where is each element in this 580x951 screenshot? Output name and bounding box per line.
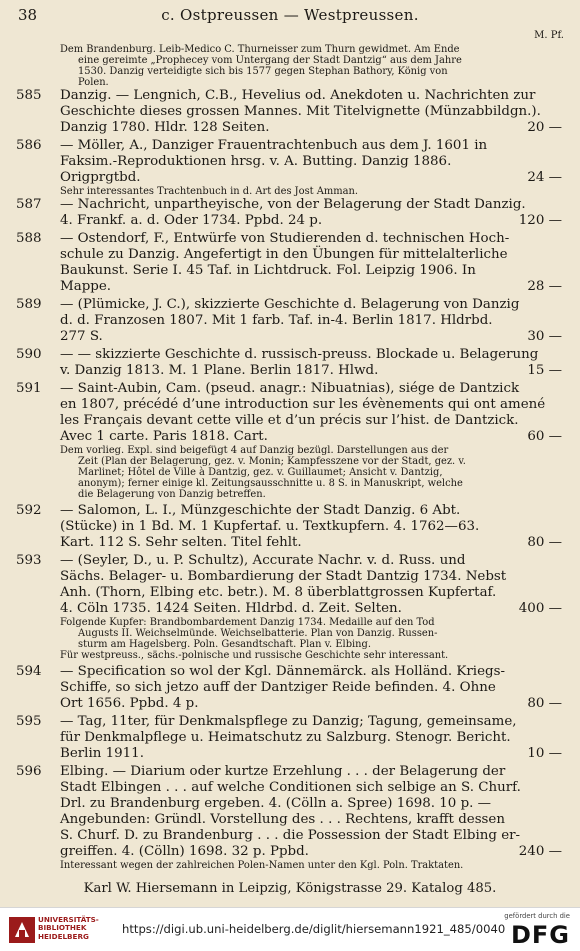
entry-line: greiffen. 4. (Cölln) 1698. 32 p. Ppbd.: [60, 844, 309, 859]
entry-line: — Saint-Aubin, Cam. (pseud. anagr.: Nibuatnias), siége de Dantzick: [60, 381, 520, 396]
entry-line: — Nachricht, unpartheyische, von der Belagerung der Stadt Danzig.: [60, 197, 526, 212]
price: 80 —: [527, 696, 562, 711]
annotation-line: die Belagerung von Danzig betreffen.: [78, 489, 266, 500]
lot-number: 588: [16, 231, 42, 246]
entry-line: 4. Frankf. a. d. Oder 1734. Ppbd. 24 p.: [60, 213, 323, 228]
annotation-line: Polen.: [78, 77, 109, 88]
annotation-line: 1530. Danzig verteidigte sich bis 1577 gegen Stephan Bathory, König von: [78, 66, 448, 77]
entry-line: — Tag, 11ter, für Denkmalspflege zu Danzig; Tagung, gemeinsame,: [60, 714, 517, 729]
entry-line: Drl. zu Brandenburg ergeben. 4. (Cölln a. Spree) 1698. 10 p. —: [60, 796, 492, 811]
library-name: UNIVERSITÄTS- BIBLIOTHEK HEIDELBERG: [38, 915, 99, 941]
entry-line: Elbing. — Diarium oder kurtze Erzehlung . . . der Belagerung der: [60, 764, 506, 779]
entry-line: Sächs. Belager- u. Bombardierung der Stadt Dantzig 1734. Nebst: [60, 569, 507, 584]
entry-line: Avec 1 carte. Paris 1818. Cart.: [60, 429, 268, 444]
entry-line: — Ostendorf, F., Entwürfe von Studierenden d. technischen Hoch-: [60, 231, 510, 246]
entry-line: 4. Cöln 1735. 1424 Seiten. Hldrbd. d. Zeit. Selten.: [60, 601, 402, 616]
entry-line: 277 S.: [60, 329, 103, 344]
entry-line: — (Seyler, D., u. P. Schultz), Accurate Nachr. v. d. Russ. und: [60, 553, 466, 568]
price: 10 —: [527, 746, 562, 761]
entry-line: Ort 1656. Ppbd. 4 p.: [60, 696, 199, 711]
entry-line: Schiffe, so sich jetzo auff der Dantziger Reide befinden. 4. Ohne: [60, 680, 496, 695]
page-header: [18, 6, 562, 28]
price: 15 —: [527, 363, 562, 378]
entry-line: v. Danzig 1813. M. 1 Plane. Berlin 1817. Hlwd.: [60, 363, 379, 378]
page-title: c. Ostpreussen — Westpreussen.: [161, 6, 419, 24]
university-seal-icon: [8, 916, 36, 944]
entry-line: Danzig. — Lengnich, C.B., Hevelius od. Anekdoten u. Nachrichten zur: [60, 88, 536, 103]
entry-line: Stadt Elbingen . . . auf welche Conditionen sich selbige an S. Churf.: [60, 780, 521, 795]
lot-number: 589: [16, 297, 42, 312]
lot-number: 590: [16, 347, 42, 362]
annotation-line: Folgende Kupfer: Brandbombardement Danzig 1734. Medaille auf den Tod: [60, 617, 435, 628]
entry-line: Berlin 1911.: [60, 746, 144, 761]
publisher-footer: Karl W. Hiersemann in Leipzig, Königstrasse 29. Katalog 485.: [83, 881, 497, 896]
price: 400 —: [518, 601, 562, 616]
lot-number: 591: [16, 381, 42, 396]
dfg-logo: DFG: [510, 921, 570, 949]
entry-line: Origprgtbd.: [60, 170, 141, 185]
lot-number: 586: [16, 138, 42, 153]
lot-number: 587: [16, 197, 42, 212]
price: 240 —: [518, 844, 562, 859]
currency-column-label: M. Pf.: [534, 30, 564, 41]
lot-number: 585: [16, 88, 42, 103]
annotation-line: Augusts II. Weichselmünde. Weichselbatterie. Plan von Danzig. Russen-: [78, 628, 438, 639]
price: 60 —: [527, 429, 562, 444]
entry-line: (Stücke) in 1 Bd. M. 1 Kupfertaf. u. Textkupfern. 4. 1762—63.: [60, 519, 480, 534]
entry-line: Angebunden: Gründl. Vorstellung des . . . Rechtens, krafft dessen: [60, 812, 505, 827]
entry-line: — (Plümicke, J. C.), skizzierte Geschichte d. Belagerung von Danzig: [60, 297, 520, 312]
price: 24 —: [527, 170, 562, 185]
entry-line: Danzig 1780. Hldr. 128 Seiten.: [60, 120, 270, 135]
funded-by-label: gefördert durch die: [504, 912, 570, 920]
annotation-line: Dem Brandenburg. Leib-Medico C. Thurneisser zum Thurn gewidmet. Am Ende: [60, 44, 460, 55]
annotation-line: sturm am Hagelsberg. Poln. Gesandtschaft. Plan v. Elbing.: [78, 639, 371, 650]
page-number: 38: [18, 6, 38, 24]
annotation-line: anonym); ferner einige kl. Zeitungsausschnitte u. 8 S. in Manuskript, welche: [78, 478, 463, 489]
lot-number: 594: [16, 664, 42, 679]
entry-line: Mappe.: [60, 279, 112, 294]
price: 80 —: [527, 535, 562, 550]
entry-line: Anh. (Thorn, Elbing etc. betr.). M. 8 überblattgrossen Kupfertaf.: [60, 585, 497, 600]
annotation-line: Sehr interessantes Trachtenbuch in d. Art des Jost Amman.: [60, 186, 359, 197]
annotation-line: Interessant wegen der zahlreichen Polen-Namen unter den Kgl. Poln. Traktaten.: [60, 860, 464, 871]
price: 30 —: [527, 329, 562, 344]
viewer-footer-bar: [0, 907, 580, 951]
entry-line: für Denkmalpflege u. Heimatschutz zu Salzburg. Stenogr. Bericht.: [60, 730, 511, 745]
entry-line: d. d. Franzosen 1807. Mit 1 farb. Taf. in-4. Berlin 1817. Hldrbd.: [60, 313, 493, 328]
entry-line: en 1807, précédé d’une introduction sur les évènements qui ont amené: [60, 397, 546, 412]
entry-line: — Möller, A., Danziger Frauentrachtenbuch aus dem J. 1601 in: [60, 138, 488, 153]
annotation-line: eine gereimte „Prophecey vom Untergang der Stadt Dantzig“ aus dem Jahre: [78, 55, 462, 66]
entry-line: — — skizzierte Geschichte d. russisch-preuss. Blockade u. Belagerung: [60, 347, 539, 362]
entry-line: schule zu Danzig. Angefertigt in den Übungen für mittelalterliche: [60, 247, 508, 262]
annotation-line: Dem vorlieg. Expl. sind beigefügt 4 auf Danzig bezügl. Darstellungen aus der: [60, 445, 449, 456]
entry-line: Kart. 112 S. Sehr selten. Titel fehlt.: [60, 535, 302, 550]
entry-line: Geschichte dieses grossen Mannes. Mit Titelvignette (Münzabbildgn.).: [60, 104, 541, 119]
lot-number: 596: [16, 764, 42, 779]
lot-number: 593: [16, 553, 42, 568]
entry-line: Faksim.-Reproduktionen hrsg. v. A. Butting. Danzig 1886.: [60, 154, 452, 169]
price: 20 —: [527, 120, 562, 135]
lot-number: 595: [16, 714, 42, 729]
entry-line: S. Churf. D. zu Brandenburg . . . die Possession der Stadt Elbing er-: [60, 828, 521, 843]
entry-line: — Specification so wol der Kgl. Dännemärck. als Holländ. Kriegs-: [60, 664, 505, 679]
entry-line: Baukunst. Serie I. 45 Taf. in Lichtdruck. Fol. Leipzig 1906. In: [60, 263, 476, 278]
annotation-line: Marlinet; Hôtel de Ville à Dantzig, gez. v. Guillaumet; Ansicht v. Dantzig,: [78, 467, 443, 478]
lot-number: 592: [16, 503, 42, 518]
annotation-line: Für westpreuss., sächs.-polnische und russische Geschichte sehr interessant.: [60, 650, 449, 661]
entry-line: — Salomon, L. I., Münzgeschichte der Stadt Danzig. 6 Abt.: [60, 503, 461, 518]
price: 28 —: [527, 279, 562, 294]
page-url-link[interactable]: https://digi.ub.uni-heidelberg.de/diglit/hiersemann1921_485/0040: [122, 922, 506, 936]
annotation-line: Zeit (Plan der Belagerung, gez. v. Monin; Kampfesszene vor der Stadt, gez. v.: [78, 456, 466, 467]
entry-line: les Français devant cette ville et d’un précis sur l’hist. de Dantzick.: [60, 413, 519, 428]
price: 120 —: [518, 213, 562, 228]
